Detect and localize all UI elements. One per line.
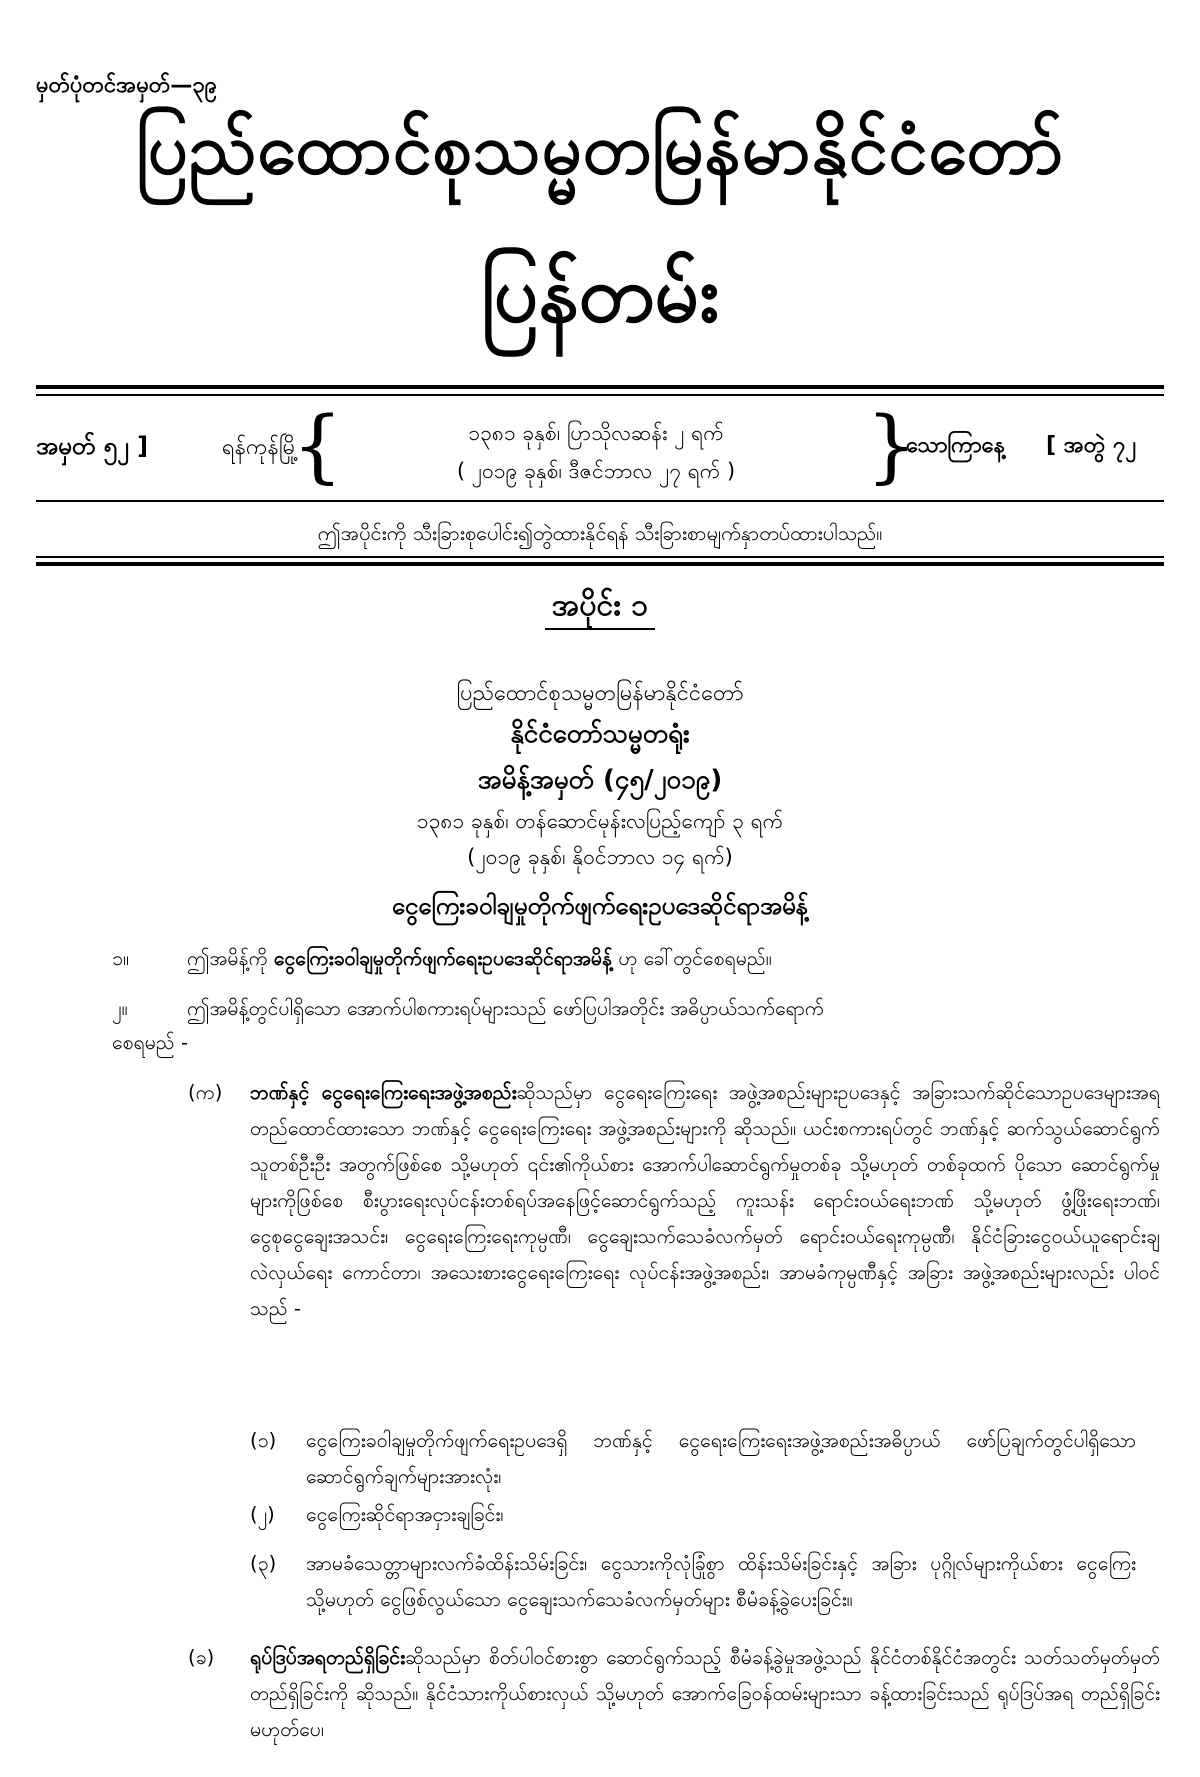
registration-number: မှတ်ပုံတင်အမှတ်—၃၉ bbox=[36, 73, 218, 98]
lower-rule bbox=[36, 562, 1164, 566]
definition-b-term: ရုပ်ဒြပ်အရတည်ရှိခြင်း bbox=[250, 1646, 406, 1669]
section-1-pre: ဤအမိန့်ကို bbox=[187, 947, 274, 970]
definition-b-text: ဆိုသည်မှာ စိတ်ပါဝင်စားစွာ ဆောင်ရွက်သည့် စီမံခန့်ခွဲမှုအဖွဲ့သည် နိုင်ငံတစ်နိုင်ငံအတွင်း သတ်သတ်မှတ်မှတ်တည်ရှိခြင်းကို ဆိုသည်။ နိုင်ငံသားကိုယ်စားလှယ် သို့မဟုတ် အောက်ခြေဝန်ထမ်းများသာ ခန့်ထားခြင်းသည် ရုပ်ဒြပ်အရ တည်ရှိခြင်းမဟုတ်ပေ၊ bbox=[250, 1646, 1160, 1741]
section-1-number: ၁။ bbox=[112, 947, 129, 970]
issue-info-row bbox=[36, 399, 1164, 492]
sub-item-2-number: (၂) bbox=[250, 1503, 275, 1526]
order-title: ငွေကြေးခဝါချမှုတိုက်ဖျက်ရေးဥပဒေဆိုင်ရာအမိန့် bbox=[391, 892, 809, 920]
city-name: ရန်ကုန်မြို့ bbox=[222, 435, 299, 460]
issue-date-myanmar: ၁၃၈၁ ခုနှစ်၊ ပြာသိုလဆန်း ၂ ရက် bbox=[468, 421, 724, 445]
issue-weekday: သောကြာနေ့ bbox=[906, 433, 1005, 458]
part-title: အပိုင်း ၁ bbox=[551, 588, 649, 623]
masthead-gazette: ပြန်တမ်း bbox=[480, 250, 720, 340]
section-2-line1: ဤအမိန့်တွင်ပါရှိသော အောက်ပါစကားရပ်များသည် ဖော်ပြပါအတိုင်း အဓိပ္ပာယ်သက်ရောက် bbox=[187, 997, 824, 1020]
section-1-bold-title: ငွေကြေးခဝါချမှုတိုက်ဖျက်ရေးဥပဒေဆိုင်ရာအမိန့် bbox=[273, 947, 613, 970]
definition-a-body bbox=[250, 1075, 1160, 1327]
mid-rule bbox=[36, 500, 1164, 502]
separate-note: ဤအပိုင်းကို သီးခြားစုပေါင်း၍တွဲထားနိုင်ရန် သီးခြားစာမျက်နှာတပ်ထားပါသည်။ bbox=[317, 521, 883, 545]
section-2-line2: စေရမည် - bbox=[112, 1031, 188, 1054]
left-brace: { bbox=[292, 399, 343, 492]
sub-item-2-text: ငွေကြေးဆိုင်ရာအငှားချခြင်း၊ bbox=[306, 1503, 504, 1526]
sub-item-1-number: (၁) bbox=[250, 1429, 277, 1452]
part-title-underline bbox=[545, 628, 655, 630]
section-1-body bbox=[187, 940, 1162, 977]
lower-rule-inner bbox=[36, 556, 1164, 558]
definition-a-text: ဆိုသည်မှာ ငွေရေးကြေးရေး အဖွဲ့အစည်းများဥပဒေနှင့် အခြားသက်ဆိုင်သောဥပဒေများအရ တည်ထောင်ထားသော ဘဏ်နှင့် ငွေရေးကြေးရေး အဖွဲ့အစည်းများကို ဆိုသည်။ ယင်းစကားရပ်တွင် ဘဏ်နှင့် ဆက်သွယ်ဆောင်ရွက်သူတစ်ဦးဦး အတွက်ဖြစ်စေ သို့မဟုတ် ၎င်း၏ကိုယ်စား အောက်ပါဆောင်ရွက်မှုတစ်ခု သို့မဟုတ် တစ်ခုထက် ပိုသော ဆောင်ရွက်မှုများကိုဖြစ်စေ စီးပွားရေးလုပ်ငန်းတစ်ရပ်အနေဖြင့်ဆောင်ရွက်သည့် ကူးသန်း ရောင်းဝယ်ရေးဘဏ် သို့မဟုတ် ဖွံ့ဖြိုးရေးဘဏ်၊ ငွေစုငွေချေးအသင်း၊ ငွေရေးကြေးရေးကုမ္ပဏီ၊ ငွေချေးသက်သေခံလက်မှတ် ရောင်းဝယ်ရေးကုမ္ပဏီ၊ နိုင်ငံခြားငွေဝယ်ယူရောင်းချလဲလှယ်ရေး ကောင်တာ၊ အသေးစားငွေရေးကြေးရေး လုပ်ငန်းအဖွဲ့အစည်း၊ အာမခံကုမ္ပဏီနှင့် အခြား အဖွဲ့အစည်းများလည်း ပါဝင်သည် - bbox=[250, 1081, 1160, 1320]
sub-item-1-text: ငွေကြေးခဝါချမှုတိုက်ဖျက်ရေးဥပဒေရှိ ဘဏ်နှင့် ငွေရေးကြေးရေးအဖွဲ့အစည်းအဓိပ္ပာယ် ဖော်ပြချက်တွင်ပါရှိသော ဆောင်ရွက်ချက်များအားလုံး၊ bbox=[306, 1429, 1136, 1488]
order-date-myanmar: ၁၃၈၁ ခုနှစ်၊ တန်ဆောင်မုန်းလပြည့်ကျော် ၃ ရက် bbox=[416, 809, 784, 833]
top-rule bbox=[36, 385, 1164, 389]
order-header-country: ပြည်ထောင်စုသမ္မတမြန်မာနိုင်ငံတော် bbox=[456, 681, 744, 706]
order-header-office: နိုင်ငံတော်သမ္မတရုံး bbox=[510, 719, 690, 749]
definition-a-term: ဘဏ်နှင့် ငွေရေးကြေးရေးအဖွဲ့အစည်း bbox=[250, 1081, 517, 1104]
section-2-number: ၂။ bbox=[112, 997, 128, 1020]
order-number: အမိန့်အမှတ် (၄၅/၂၀၁၉) bbox=[477, 765, 723, 795]
definition-b-body bbox=[250, 1640, 1160, 1748]
definition-a-number: (က) bbox=[188, 1081, 223, 1104]
masthead-country: ပြည်ထောင်စုသမ္မတမြန်မာနိုင်ငံတော် bbox=[135, 108, 1065, 190]
top-rule-inner bbox=[36, 394, 1164, 396]
section-1-post: ဟု ခေါ်တွင်စေရမည်။ bbox=[612, 947, 772, 970]
issue-date-gregorian: ( ၂၀၁၉ ခုနှစ်၊ ဒီဇင်ဘာလ ၂၇ ရက် ) bbox=[456, 459, 736, 483]
definition-b-number: (ခ) bbox=[188, 1646, 215, 1669]
order-date-gregorian: (၂၀၁၉ ခုနှစ်၊ နိုဝင်ဘာလ ၁၄ ရက်) bbox=[467, 845, 733, 869]
issue-volume: [ အတွဲ ၇၂ bbox=[1046, 433, 1137, 458]
sub-item-3-number: (၃) bbox=[250, 1552, 277, 1575]
right-brace: } bbox=[866, 399, 917, 492]
sub-item-3-text: အာမခံသေတ္တာများလက်ခံထိန်းသိမ်းခြင်း၊ ငွေသားကိုလုံခြုံစွာ ထိန်းသိမ်းခြင်းနှင့် အခြား ပုဂ္ဂိုလ်များကိုယ်စား ငွေကြေး သို့မဟုတ် ငွေဖြစ်လွယ်သော ငွေချေးသက်သေခံလက်မှတ်များ စီမံခန့်ခွဲပေးခြင်း။ bbox=[306, 1552, 1136, 1611]
issue-dates bbox=[356, 414, 836, 490]
issue-number: အမှတ် ၅၂ ] bbox=[36, 432, 149, 460]
